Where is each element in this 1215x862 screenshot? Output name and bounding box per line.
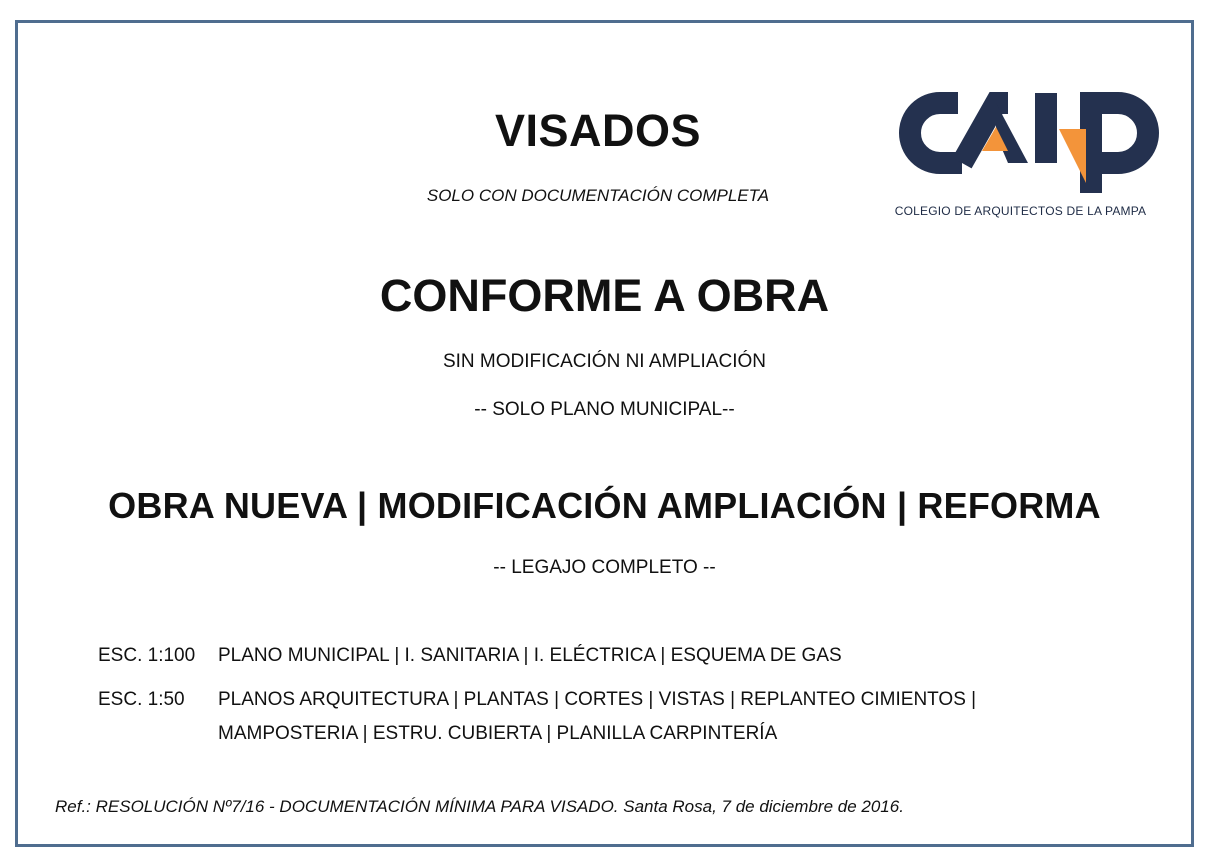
scale-text: PLANOS ARQUITECTURA | PLANTAS | CORTES | VISTAS | REPLANTEO CIMIENTOS | MAMPOSTERIA | ESTRU. CUBIERTA | PLANILLA CARPINTERÍA — [218, 689, 977, 744]
scale-text: PLANO MUNICIPAL | I. SANITARIA | I. ELÉCTRICA | ESQUEMA DE GAS — [218, 645, 842, 666]
scale-label: ESC. 1:50 — [98, 689, 185, 710]
section-obra-line1: -- LEGAJO COMPLETO -- — [493, 557, 716, 578]
section-conforme-line2: -- SOLO PLANO MUNICIPAL-- — [474, 399, 735, 420]
logo-caption: COLEGIO DE ARQUITECTOS DE LA PAMPA — [894, 204, 1147, 218]
page-title: VISADOS — [494, 105, 702, 156]
document-frame — [15, 20, 1194, 847]
scale-row — [98, 639, 1078, 673]
calp-logo-mark — [896, 85, 1166, 195]
scale-label: ESC. 1:100 — [98, 645, 196, 666]
section-conforme-line1: SIN MODIFICACIÓN NI AMPLIACIÓN — [442, 351, 767, 372]
section-conforme-title: CONFORME A OBRA — [379, 270, 830, 321]
page-subtitle: SOLO CON DOCUMENTACIÓN COMPLETA — [426, 186, 770, 205]
section-obra-title: OBRA NUEVA | MODIFICACIÓN AMPLIACIÓN | REFORMA — [108, 485, 1101, 526]
reference-note: Ref.: RESOLUCIÓN Nº7/16 - DOCUMENTACIÓN MÍNIMA PARA VISADO. Santa Rosa, 7 de diciembre de 2016. — [55, 797, 904, 816]
scale-row — [98, 683, 1078, 751]
